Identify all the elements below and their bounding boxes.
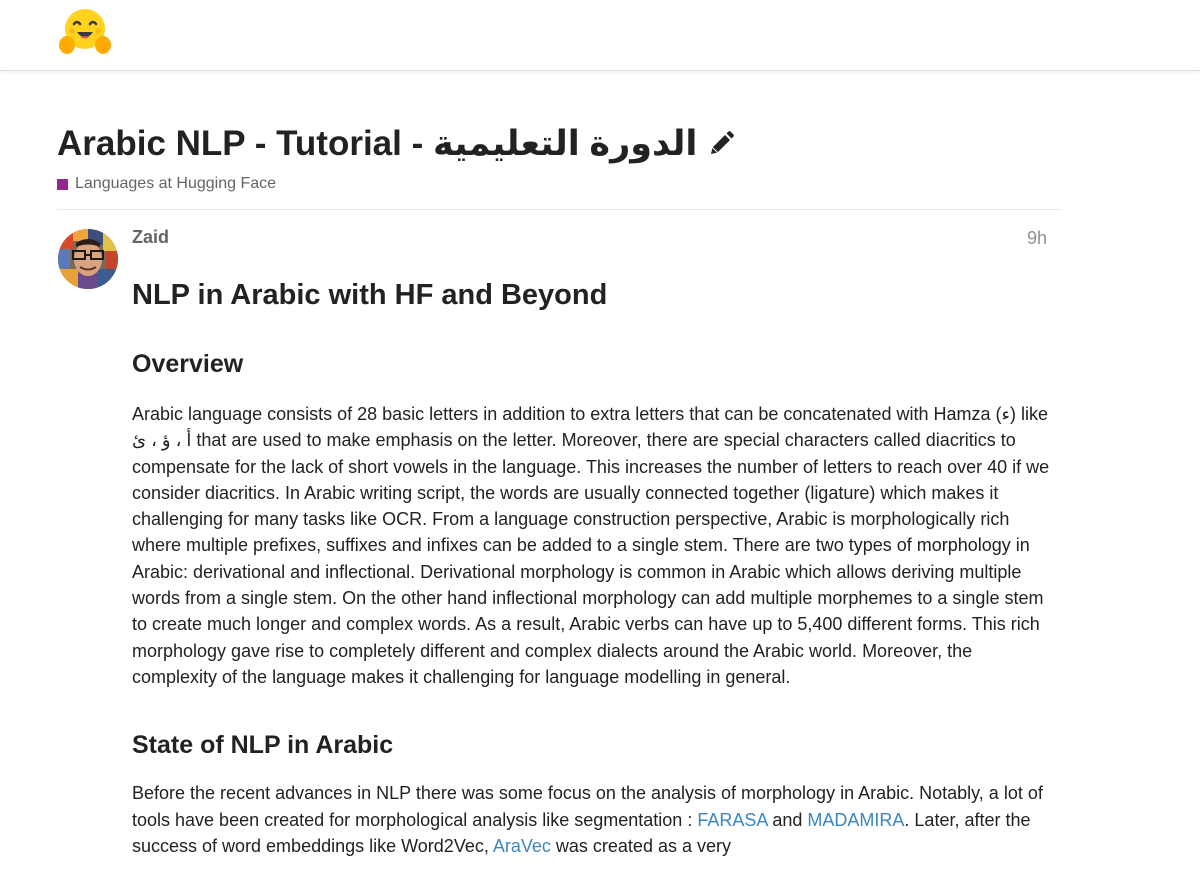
topic-title-text: Arabic NLP - Tutorial - الدورة التعليمية: [57, 124, 698, 163]
post-body: [132, 270, 1052, 859]
farasa-link[interactable]: FARASA: [697, 809, 768, 830]
category-badge[interactable]: [57, 175, 276, 193]
state-text-1: Before the recent advances in NLP there was some focus on the analysis of morphology in Arabic. Notably, a lot of tools have been created for morphological analysis like segmentation :: [132, 783, 1043, 830]
overview-text-1: Arabic language consists of 28 basic letters in addition to extra letters that can be concatenated with Hamza (ء) like: [132, 404, 1048, 424]
overview-arabic-letters: أ ، ؤ ، ئ: [132, 430, 192, 451]
pencil-icon[interactable]: [707, 130, 735, 158]
overview-heading: Overview: [132, 350, 244, 378]
madamira-link[interactable]: MADAMIRA: [807, 809, 905, 830]
avatar-image: [58, 229, 118, 289]
state-text-2: and: [767, 809, 808, 830]
hugging-face-logo-icon[interactable]: [57, 5, 113, 61]
post-time[interactable]: 9h: [1026, 228, 1047, 248]
category-color-swatch: [57, 179, 68, 190]
state-heading: State of NLP in Arabic: [132, 731, 394, 760]
state-text-3: . Later, after the success of word embeddings like Word2Vec,: [132, 809, 1031, 856]
state-text-4: was created as a very: [550, 835, 731, 856]
state-paragraph: [132, 780, 1052, 859]
overview-paragraph: [132, 401, 1052, 690]
avatar[interactable]: [58, 229, 118, 289]
topic-title: [57, 124, 735, 164]
category-name: Languages at Hugging Face: [75, 175, 277, 192]
aravec-link[interactable]: AraVec: [492, 835, 551, 856]
site-header: [0, 0, 1200, 71]
title-divider: [57, 209, 1062, 210]
overview-text-2: that are used to make emphasis on the letter. Moreover, there are special characters called diacritics to compensate for the lack of short vowels in the language. This increases the number of letters to reach over 40 if we consider diacritics. In Arabic writing script, the words are usually connected together (ligature) which makes it challenging for many tasks like OCR. From a language construction perspective, Arabic is morphologically rich where multiple prefixes, suffixes and infixes can be added to a single stem. There are two types of morphology in Arabic: derivational and inflectional. Derivational morphology is common in Arabic which allows deriving multiple words from a single stem. On the other hand inflectional morphology can add multiple morphemes to a single stem to create much longer and complex words. As a result, Arabic verbs can have up to 5,400 different forms. This rich morphology gave rise to completely different and complex dialects around the Arabic world. Moreover, the complexity of the language makes it challenging for language modelling in general.: [132, 430, 1050, 687]
post-heading: NLP in Arabic with HF and Beyond: [132, 279, 608, 311]
post-author[interactable]: Zaid: [132, 227, 170, 247]
